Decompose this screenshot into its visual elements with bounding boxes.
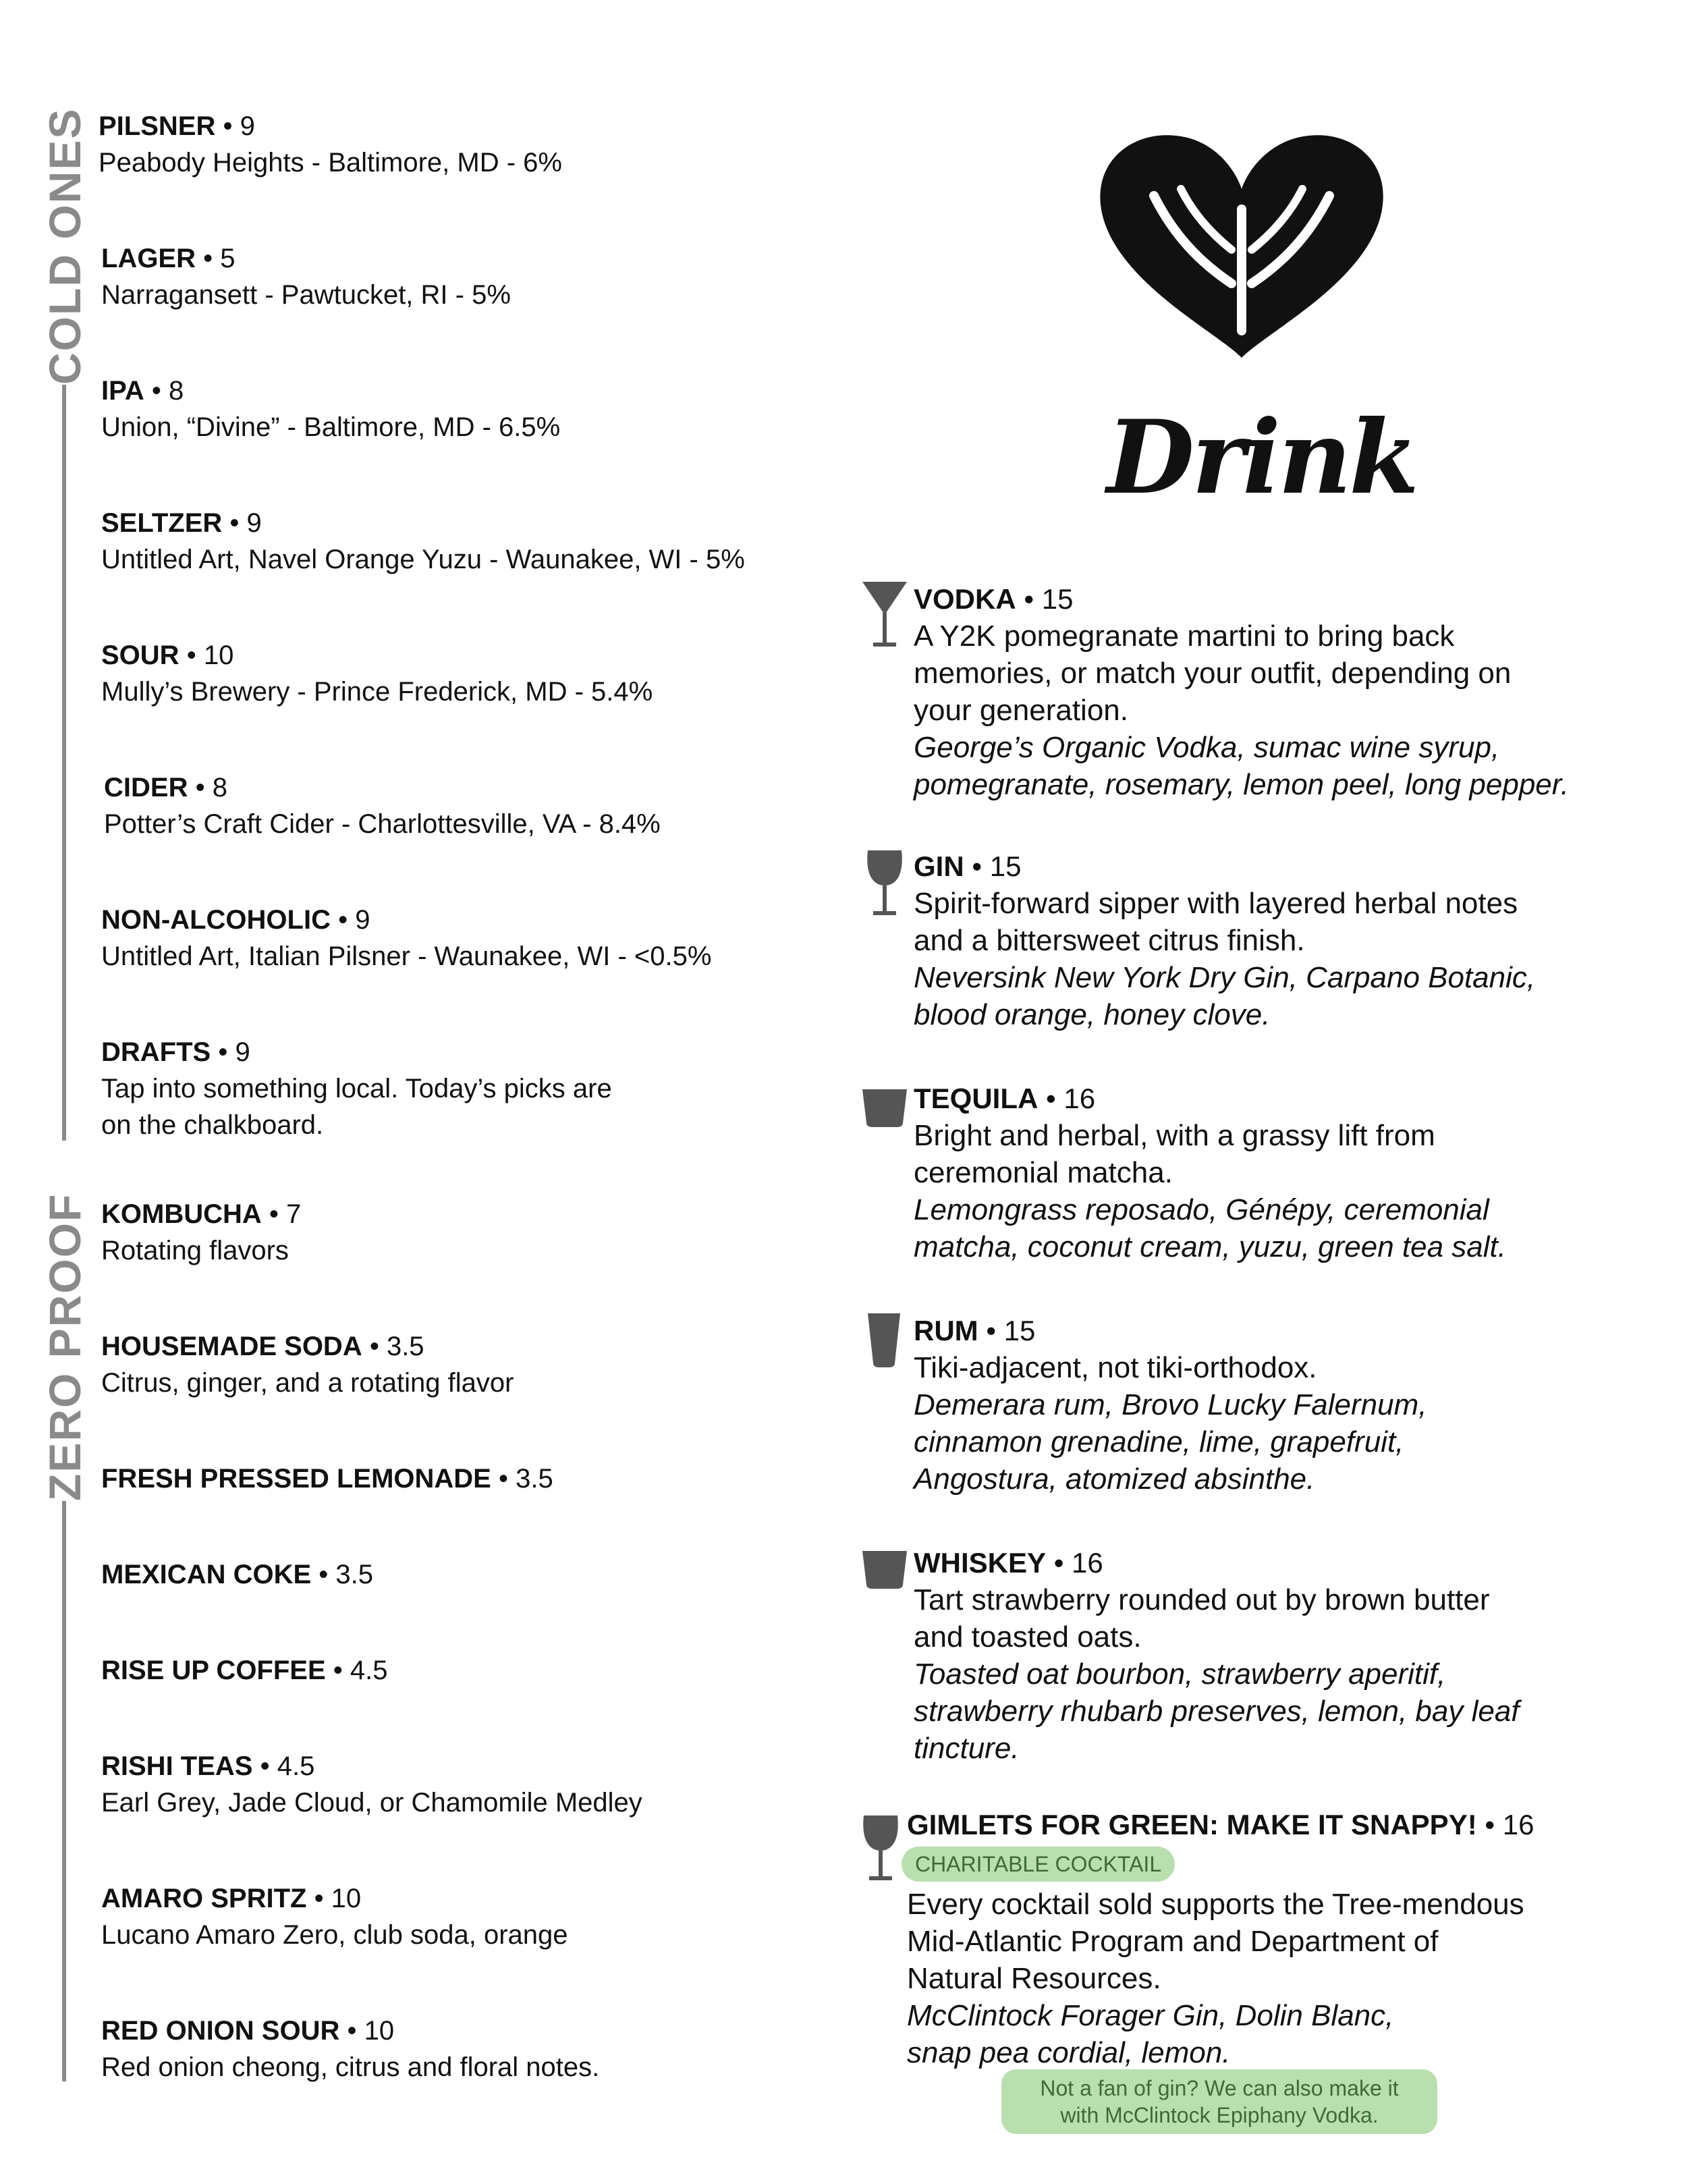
cocktail-ingredients: McClintock Forager Gin, Dolin Blanc, <box>907 1999 1394 2032</box>
item-description: Rotating flavors <box>101 1236 289 1265</box>
item-name: FRESH PRESSED LEMONADE <box>101 1464 491 1494</box>
item-heading <box>101 1196 301 1232</box>
cold-ones-item <box>101 1034 612 1143</box>
cocktail-ingredients: cinnamon grenadine, lime, grapefruit, <box>914 1425 1404 1458</box>
cocktail-description: Bright and herbal, with a grassy lift from <box>914 1119 1435 1152</box>
item-description: Earl Grey, Jade Cloud, or Chamomile Medley <box>101 1788 642 1818</box>
cocktail-price: • 16 <box>1485 1809 1534 1840</box>
cold-ones-item <box>101 240 511 313</box>
cocktail-ingredients: strawberry rhubarb preserves, lemon, bay leaf <box>914 1695 1520 1728</box>
cocktail-price: • 15 <box>972 850 1022 882</box>
item-heading <box>101 1556 373 1593</box>
item-name: SELTZER <box>101 508 223 538</box>
cocktail-price: • 16 <box>1053 1547 1103 1579</box>
cocktail-description: ceremonial matcha. <box>914 1156 1173 1189</box>
item-price: • 3.5 <box>319 1560 373 1589</box>
item-price: • 9 <box>223 111 255 141</box>
cocktail-heading <box>914 848 1629 885</box>
zero-proof-item <box>101 1652 388 1689</box>
item-description: Mully’s Brewery - Prince Frederick, MD - 5.4% <box>101 677 653 707</box>
cocktail-description: and a bittersweet citrus finish. <box>914 924 1305 957</box>
item-description: Untitled Art, Italian Pilsner - Waunakee, WI - <0.5% <box>101 941 712 971</box>
item-description: Citrus, ginger, and a rotating flavor <box>101 1368 514 1398</box>
glass-icon-wrapper <box>857 1813 904 1890</box>
glass-icon-wrapper <box>861 1311 908 1388</box>
cocktail-ingredients: tincture. <box>914 1732 1020 1765</box>
item-description: Red onion cheong, citrus and floral notes. <box>101 2052 600 2082</box>
cold-ones-item <box>101 637 653 710</box>
item-price: • 9 <box>229 508 262 538</box>
item-heading <box>101 2013 599 2049</box>
item-price: • 3.5 <box>498 1464 553 1494</box>
item-name: SOUR <box>101 640 179 670</box>
item-heading <box>101 1652 388 1689</box>
cocktail-description: Natural Resources. <box>907 1962 1161 1995</box>
rocks-glass-icon <box>861 1546 908 1620</box>
cocktail-name: TEQUILA <box>914 1083 1039 1114</box>
zero-proof-item <box>101 1556 373 1593</box>
zero-proof-item <box>101 1196 301 1269</box>
item-price: • 8 <box>151 376 184 406</box>
glass-icon-wrapper <box>861 1084 908 1162</box>
martini-glass-icon <box>861 579 908 653</box>
cocktail-ingredients: Neversink New York Dry Gin, Carpano Botanic, <box>914 961 1536 994</box>
glass-icon-wrapper <box>861 579 908 657</box>
item-name: MEXICAN COKE <box>101 1560 312 1589</box>
cold-ones-item <box>99 108 562 181</box>
cocktail-item <box>907 1806 1622 2071</box>
item-price: • 5 <box>203 244 236 273</box>
cocktail-name: GIMLETS FOR GREEN: MAKE IT SNAPPY! <box>907 1809 1477 1840</box>
item-name: RED ONION SOUR <box>101 2016 340 2046</box>
item-heading <box>101 1460 553 1497</box>
cocktail-ingredients: Demerara rum, Brovo Lucky Falernum, <box>914 1388 1427 1421</box>
item-price: • 7 <box>269 1199 302 1229</box>
item-heading <box>101 1748 642 1784</box>
item-name: CIDER <box>104 773 188 802</box>
item-name: AMARO SPRITZ <box>101 1884 307 1913</box>
item-heading <box>101 637 653 674</box>
item-description: Peabody Heights - Baltimore, MD - 6% <box>99 148 562 178</box>
item-heading <box>101 240 511 277</box>
item-description: Narragansett - Pawtucket, RI - 5% <box>101 280 511 310</box>
cocktail-item <box>914 1312 1629 1498</box>
cocktail-description: A Y2K pomegranate martini to bring back <box>914 620 1455 653</box>
item-description: Untitled Art, Navel Orange Yuzu - Waunakee, WI - 5% <box>101 545 745 574</box>
cocktail-description: your generation. <box>914 694 1128 727</box>
cold-ones-item <box>101 902 711 975</box>
cocktail-item <box>914 580 1629 803</box>
page-title: Drink <box>1107 398 1417 517</box>
cocktail-heading <box>914 1544 1629 1581</box>
cocktail-name: GIN <box>914 850 964 882</box>
cocktail-heading <box>914 1080 1629 1117</box>
cocktail-ingredients: snap pea cordial, lemon. <box>907 2036 1231 2069</box>
item-heading <box>101 373 560 409</box>
item-name: HOUSEMADE SODA <box>101 1332 362 1361</box>
cocktail-ingredients: Toasted oat bourbon, strawberry aperitif, <box>914 1658 1446 1691</box>
item-description: Union, “Divine” - Baltimore, MD - 6.5% <box>101 412 561 442</box>
cocktail-description: Every cocktail sold supports the Tree-mendous <box>907 1888 1524 1921</box>
item-price: • 4.5 <box>333 1656 388 1685</box>
item-description: Tap into something local. Today’s picks are <box>101 1074 612 1103</box>
item-description: Potter’s Craft Cider - Charlottesville, VA - 8.4% <box>104 809 661 839</box>
cold-ones-item <box>101 373 560 445</box>
item-price: • 3.5 <box>369 1332 424 1361</box>
item-description: Lucano Amaro Zero, club soda, orange <box>101 1920 568 1950</box>
cocktail-description: Spirit-forward sipper with layered herbal notes <box>914 887 1518 920</box>
cocktail-description: and toasted oats. <box>914 1620 1142 1654</box>
item-name: NON-ALCOHOLIC <box>101 905 331 935</box>
item-price: • 8 <box>195 773 227 802</box>
item-name: RISHI TEAS <box>101 1751 253 1781</box>
rocks-glass-icon <box>861 1084 908 1158</box>
note-line: with McClintock Epiphany Vodka. <box>1060 2103 1379 2127</box>
cocktail-heading <box>914 1312 1629 1349</box>
glass-icon-wrapper <box>861 1546 908 1623</box>
cocktail-price: • 15 <box>986 1315 1036 1346</box>
item-heading <box>101 1328 514 1365</box>
item-name: DRAFTS <box>101 1037 211 1067</box>
cocktail-ingredients: Angostura, atomized absinthe. <box>914 1463 1315 1496</box>
item-heading <box>104 769 661 806</box>
gin-substitution-note <box>1001 2069 1437 2134</box>
cocktail-ingredients: matcha, coconut cream, yuzu, green tea salt. <box>914 1230 1507 1263</box>
item-name: IPA <box>101 376 144 406</box>
cocktail-description: Mid-Atlantic Program and Department of <box>907 1925 1439 1958</box>
item-heading <box>101 1880 568 1917</box>
cocktail-heading <box>914 580 1629 618</box>
highball-glass-icon <box>861 1311 908 1385</box>
item-heading <box>101 902 711 938</box>
cocktail-heading <box>907 1806 1622 1843</box>
wine-glass-icon <box>857 1813 904 1887</box>
item-price: • 10 <box>347 2016 395 2046</box>
section-label-zero-proof: ZERO PROOF <box>40 1193 90 1501</box>
note-line: Not a fan of gin? We can also make it <box>1040 2076 1399 2100</box>
cocktail-item <box>914 1544 1629 1767</box>
cocktail-name: RUM <box>914 1315 978 1346</box>
cold-ones-item <box>104 769 661 842</box>
item-heading <box>101 1034 612 1070</box>
cocktail-description: memories, or match your outfit, depending on <box>914 657 1512 690</box>
item-price: • 10 <box>314 1884 362 1913</box>
item-name: LAGER <box>101 244 196 273</box>
zero-proof-item <box>101 1328 514 1401</box>
item-name: RISE UP COFFEE <box>101 1656 326 1685</box>
cocktail-description: Tiki-adjacent, not tiki-orthodox. <box>914 1351 1317 1384</box>
item-heading <box>99 108 562 144</box>
cocktail-price: • 15 <box>1024 583 1074 615</box>
section-label-cold-ones: COLD ONES <box>40 107 90 385</box>
zero-proof-item <box>101 2013 599 2085</box>
cocktail-name: VODKA <box>914 583 1016 615</box>
cocktail-item <box>914 848 1629 1033</box>
cold-ones-item <box>101 505 745 578</box>
heart-leaf-logo-icon <box>1093 128 1390 358</box>
charitable-badge: CHARITABLE COCKTAIL <box>902 1847 1175 1882</box>
zero-proof-item <box>101 1748 642 1821</box>
section-divider-zero-proof <box>62 1501 66 2081</box>
wine-glass-icon <box>861 848 908 922</box>
glass-icon-wrapper <box>861 848 908 925</box>
zero-proof-item <box>101 1880 568 1953</box>
item-price: • 4.5 <box>260 1751 315 1781</box>
item-price: • 9 <box>338 905 370 935</box>
cocktail-ingredients: blood orange, honey clove. <box>914 998 1271 1031</box>
cocktail-description: Tart strawberry rounded out by brown butter <box>914 1583 1490 1616</box>
item-heading <box>101 505 745 541</box>
cocktail-price: • 16 <box>1046 1083 1096 1114</box>
cocktail-ingredients: pomegranate, rosemary, lemon peel, long pepper. <box>914 768 1570 801</box>
item-price: • 9 <box>218 1037 250 1067</box>
cocktail-ingredients: George’s Organic Vodka, sumac wine syrup, <box>914 731 1500 764</box>
zero-proof-item <box>101 1460 553 1497</box>
item-name: PILSNER <box>99 111 216 141</box>
item-description: on the chalkboard. <box>101 1110 324 1140</box>
cocktail-item <box>914 1080 1629 1265</box>
cocktail-name: WHISKEY <box>914 1547 1047 1579</box>
item-name: KOMBUCHA <box>101 1199 262 1229</box>
item-price: • 10 <box>186 640 234 670</box>
cocktail-ingredients: Lemongrass reposado, Génépy, ceremonial <box>914 1193 1489 1226</box>
section-divider-cold-ones <box>62 385 66 1141</box>
